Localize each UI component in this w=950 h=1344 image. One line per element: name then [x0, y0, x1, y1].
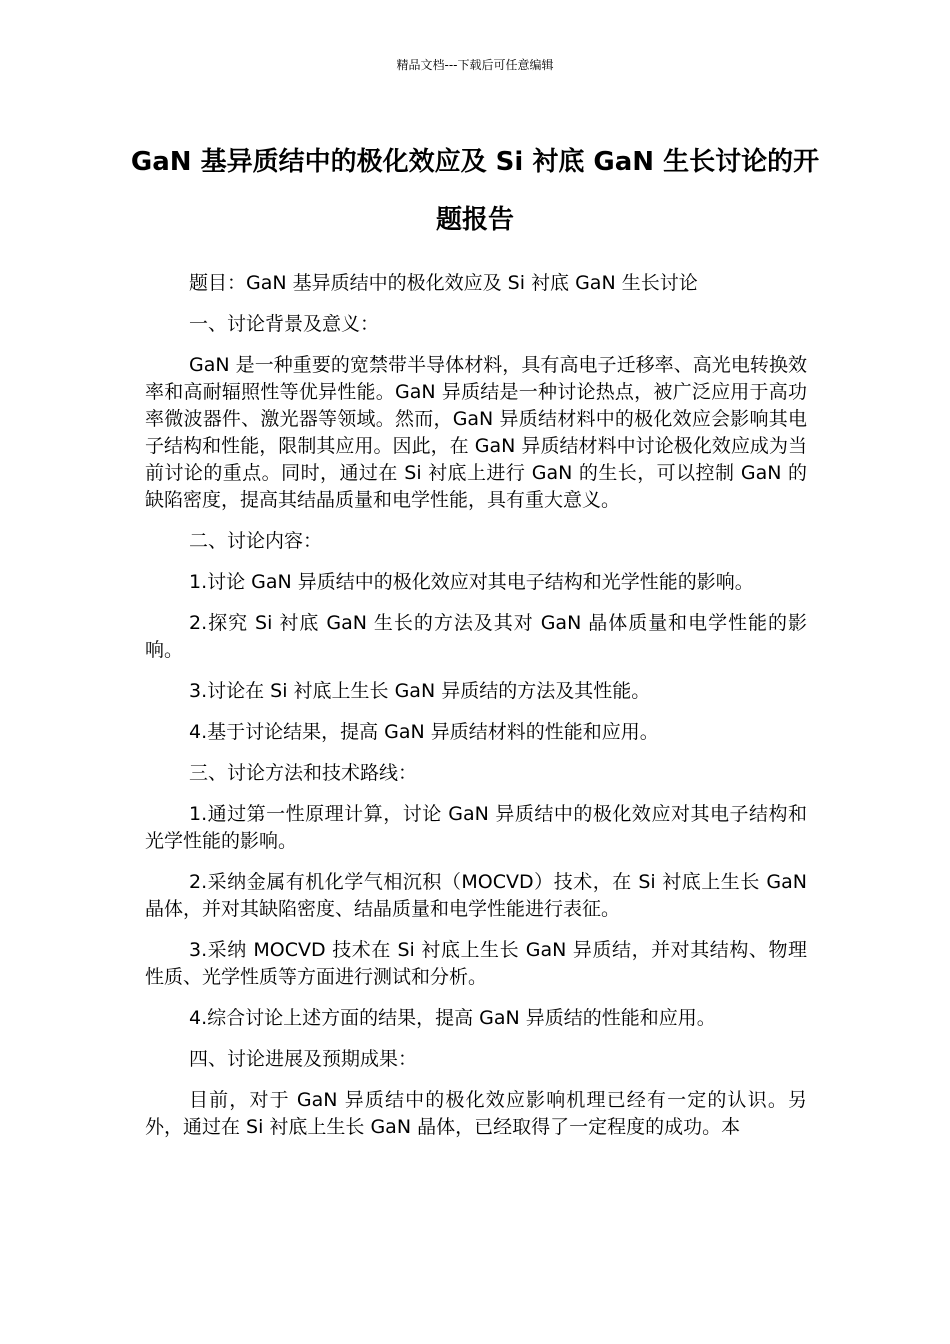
content-item: 4.基于讨论结果，提高 GaN 异质结材料的性能和应用。	[189, 721, 659, 743]
content-item: 3.讨论在 Si 衬底上生长 GaN 异质结的方法及其性能。	[189, 680, 651, 702]
method-item: 1.通过第一性原理计算，讨论 GaN 异质结中的极化效应对其电子结构和光学性能的影响。	[145, 803, 807, 852]
method-item: 3.采纳 MOCVD 技术在 Si 衬底上生长 GaN 异质结，并对其结构、物理性质、光学性质等方面进行测试和分析。	[145, 939, 807, 988]
document-body	[145, 270, 807, 1155]
method-item: 2.采纳金属有机化学气相沉积（MOCVD）技术，在 Si 衬底上生长 GaN 晶体，并对其缺陷密度、结晶质量和电学性能进行表征。	[145, 871, 807, 920]
progress-paragraph: 目前，对于 GaN 异质结中的极化效应影响机理已经有一定的认识。另外，通过在 Si 衬底上生长 GaN 晶体，已经取得了一定程度的成功。本	[145, 1089, 807, 1138]
document-title: GaN 基异质结中的极化效应及 Si 衬底 GaN 生长讨论的开题报告	[130, 147, 820, 235]
section-heading-background: 一、讨论背景及意义：	[189, 313, 380, 335]
section-heading-progress: 四、讨论进展及预期成果：	[189, 1048, 418, 1070]
content-item: 1.讨论 GaN 异质结中的极化效应对其电子结构和光学性能的影响。	[189, 571, 754, 593]
content-item: 2.探究 Si 衬底 GaN 生长的方法及其对 GaN 晶体质量和电学性能的影响。	[145, 612, 807, 661]
section-heading-content: 二、讨论内容：	[189, 530, 323, 552]
subject-line: 题目：GaN 基异质结中的极化效应及 Si 衬底 GaN 生长讨论	[189, 272, 698, 294]
section-heading-methods: 三、讨论方法和技术路线：	[189, 762, 418, 784]
background-paragraph: GaN 是一种重要的宽禁带半导体材料，具有高电子迁移率、高光电转换效率和高耐辐照性等优异性能。GaN 异质结是一种讨论热点，被广泛应用于高功率微波器件、激光器等领域。然而，GaN 异质结材料中的极化效应会影响其电子结构和性能，限制其应用。因此，在 GaN 异质结材料中讨论极化效应成为当前讨论的重点。同时，通过在 Si 衬底上进行 GaN 的生长，可以控制 GaN 的缺陷密度，提高其结晶质量和电学性能，具有重大意义。	[145, 354, 807, 511]
header-note: 精品文档---下载后可任意编辑	[396, 58, 554, 72]
method-item: 4.综合讨论上述方面的结果，提高 GaN 异质结的性能和应用。	[189, 1007, 716, 1029]
